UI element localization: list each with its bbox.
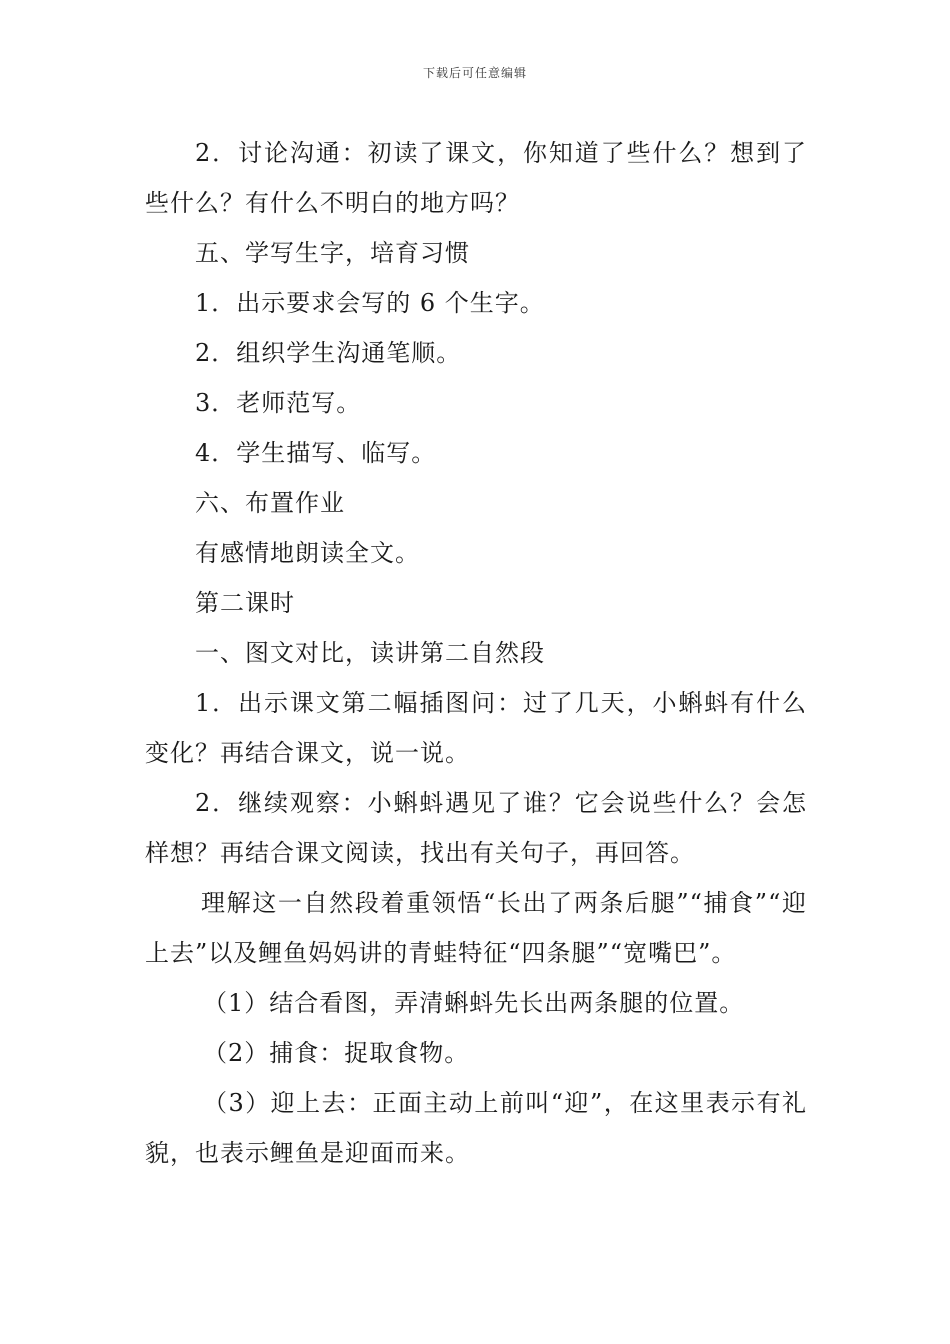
list-item: （2）捕食：捉取食物。: [203, 1039, 470, 1067]
document-body: [145, 128, 807, 1178]
paragraph: 2．组织学生沟通笔顺。: [195, 339, 462, 367]
paragraph: 1．出示要求会写的 6 个生字。: [195, 289, 545, 317]
paragraph: 1．出示课文第二幅插图问：过了几天，小蝌蚪有什么变化？再结合课文，说一说。: [145, 689, 807, 767]
paragraph: 有感情地朗读全文。: [195, 539, 420, 567]
page-header-note: 下载后可任意编辑: [422, 66, 527, 80]
paragraph: 3．老师范写。: [195, 389, 362, 417]
list-item: （3）迎上去：正面主动上前叫“迎”，在这里表示有礼貌，也表示鲤鱼是迎面而来。: [145, 1089, 807, 1167]
paragraph: 2．讨论沟通：初读了课文，你知道了些什么？想到了些什么？有什么不明白的地方吗？: [145, 139, 807, 217]
list-item: （1）结合看图，弄清蝌蚪先长出两条腿的位置。: [203, 989, 745, 1017]
lesson-heading: 第二课时: [195, 589, 295, 617]
section-heading: 六、布置作业: [195, 489, 345, 517]
section-heading: 五、学写生字，培育习惯: [195, 239, 470, 267]
paragraph: 2．继续观察：小蝌蚪遇见了谁？它会说些什么？会怎样想？再结合课文阅读，找出有关句子，再回答。: [145, 789, 807, 867]
section-heading: 一、图文对比，读讲第二自然段: [195, 639, 545, 667]
paragraph: 理解这一自然段着重领悟“长出了两条后腿”“捕食”“迎上去”以及鲤鱼妈妈讲的青蛙特征“四条腿”“宽嘴巴”。: [145, 889, 807, 967]
paragraph: 4．学生描写、临写。: [195, 439, 437, 467]
